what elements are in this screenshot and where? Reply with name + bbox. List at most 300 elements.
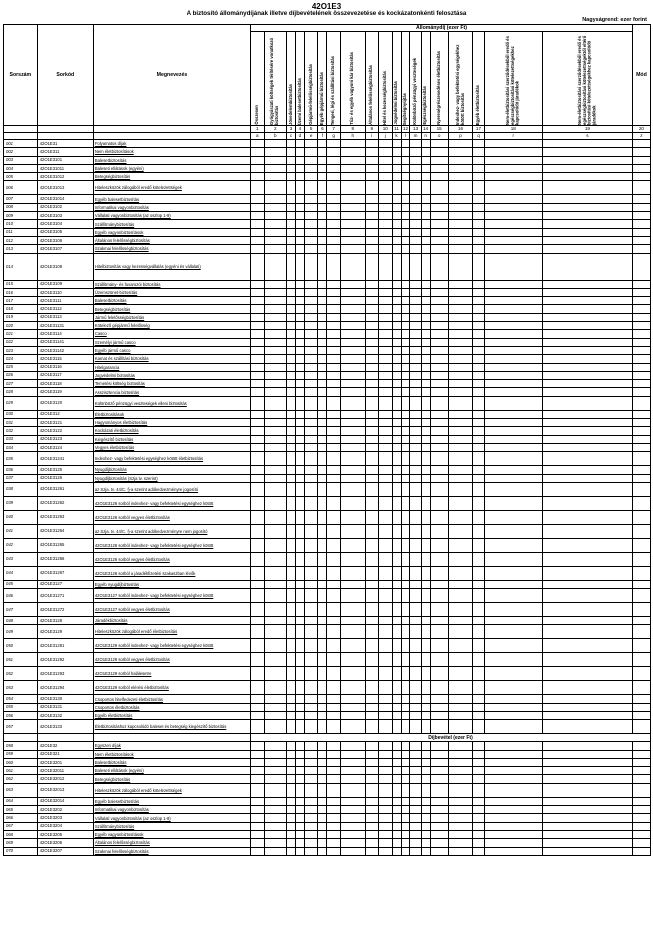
- data-cell[interactable]: [410, 695, 421, 703]
- data-cell[interactable]: [379, 822, 392, 830]
- data-cell[interactable]: [401, 783, 410, 797]
- data-cell[interactable]: [318, 822, 327, 830]
- data-cell[interactable]: [401, 681, 410, 695]
- data-cell[interactable]: [251, 228, 264, 236]
- data-cell[interactable]: [264, 667, 286, 681]
- data-cell[interactable]: [421, 164, 430, 172]
- data-cell[interactable]: [484, 195, 542, 203]
- data-cell[interactable]: [448, 164, 473, 172]
- data-cell[interactable]: [264, 839, 286, 847]
- data-cell[interactable]: [264, 305, 286, 313]
- data-cell[interactable]: [318, 552, 327, 566]
- data-cell[interactable]: [410, 380, 421, 388]
- data-cell[interactable]: [421, 322, 430, 330]
- data-cell[interactable]: [421, 140, 430, 148]
- data-cell[interactable]: [421, 783, 430, 797]
- data-cell[interactable]: [295, 510, 304, 524]
- data-cell[interactable]: [295, 797, 304, 805]
- data-cell[interactable]: [448, 195, 473, 203]
- data-cell[interactable]: [632, 474, 650, 482]
- data-cell[interactable]: [430, 552, 448, 566]
- data-cell[interactable]: [430, 474, 448, 482]
- data-cell[interactable]: [430, 524, 448, 538]
- data-cell[interactable]: [632, 346, 650, 354]
- data-cell[interactable]: [295, 236, 304, 244]
- data-cell[interactable]: [304, 589, 317, 603]
- data-cell[interactable]: [286, 322, 295, 330]
- data-cell[interactable]: [542, 228, 632, 236]
- data-cell[interactable]: [392, 313, 401, 321]
- data-cell[interactable]: [318, 580, 327, 588]
- data-cell[interactable]: [327, 288, 340, 296]
- data-cell[interactable]: [295, 280, 304, 288]
- data-cell[interactable]: [542, 322, 632, 330]
- data-cell[interactable]: [264, 625, 286, 639]
- data-cell[interactable]: [401, 839, 410, 847]
- data-cell[interactable]: [410, 173, 421, 181]
- data-cell[interactable]: [392, 695, 401, 703]
- data-cell[interactable]: [392, 181, 401, 195]
- data-cell[interactable]: [484, 173, 542, 181]
- data-cell[interactable]: [410, 410, 421, 418]
- data-cell[interactable]: [484, 338, 542, 346]
- data-cell[interactable]: [401, 297, 410, 305]
- data-cell[interactable]: [295, 228, 304, 236]
- data-cell[interactable]: [286, 253, 295, 280]
- data-cell[interactable]: [430, 427, 448, 435]
- data-cell[interactable]: [430, 681, 448, 695]
- data-cell[interactable]: [421, 524, 430, 538]
- data-cell[interactable]: [430, 847, 448, 855]
- data-cell[interactable]: [318, 280, 327, 288]
- data-cell[interactable]: [379, 363, 392, 371]
- data-cell[interactable]: [430, 822, 448, 830]
- data-cell[interactable]: [430, 173, 448, 181]
- data-cell[interactable]: [251, 538, 264, 552]
- data-cell[interactable]: [410, 797, 421, 805]
- data-cell[interactable]: [264, 720, 286, 734]
- data-cell[interactable]: [484, 164, 542, 172]
- data-cell[interactable]: [542, 220, 632, 228]
- data-cell[interactable]: [318, 313, 327, 321]
- data-cell[interactable]: [318, 173, 327, 181]
- data-cell[interactable]: [304, 313, 317, 321]
- data-cell[interactable]: [327, 524, 340, 538]
- data-cell[interactable]: [286, 653, 295, 667]
- data-cell[interactable]: [304, 814, 317, 822]
- data-cell[interactable]: [304, 338, 317, 346]
- data-cell[interactable]: [318, 380, 327, 388]
- data-cell[interactable]: [340, 396, 365, 410]
- data-cell[interactable]: [542, 580, 632, 588]
- data-cell[interactable]: [379, 330, 392, 338]
- data-cell[interactable]: [448, 297, 473, 305]
- data-cell[interactable]: [264, 847, 286, 855]
- data-cell[interactable]: [410, 625, 421, 639]
- data-cell[interactable]: [421, 775, 430, 783]
- data-cell[interactable]: [318, 639, 327, 653]
- data-cell[interactable]: [379, 371, 392, 379]
- data-cell[interactable]: [448, 140, 473, 148]
- data-cell[interactable]: [484, 681, 542, 695]
- data-cell[interactable]: [421, 452, 430, 466]
- data-cell[interactable]: [295, 681, 304, 695]
- data-cell[interactable]: [340, 603, 365, 617]
- data-cell[interactable]: [421, 758, 430, 766]
- data-cell[interactable]: [401, 148, 410, 156]
- data-cell[interactable]: [410, 195, 421, 203]
- data-cell[interactable]: [430, 236, 448, 244]
- data-cell[interactable]: [340, 435, 365, 443]
- data-cell[interactable]: [295, 822, 304, 830]
- data-cell[interactable]: [251, 552, 264, 566]
- data-cell[interactable]: [295, 410, 304, 418]
- data-cell[interactable]: [251, 253, 264, 280]
- data-cell[interactable]: [318, 148, 327, 156]
- data-cell[interactable]: [365, 322, 378, 330]
- data-cell[interactable]: [304, 681, 317, 695]
- data-cell[interactable]: [448, 236, 473, 244]
- data-cell[interactable]: [401, 814, 410, 822]
- data-cell[interactable]: [318, 720, 327, 734]
- data-cell[interactable]: [295, 496, 304, 510]
- data-cell[interactable]: [251, 322, 264, 330]
- data-cell[interactable]: [286, 156, 295, 164]
- data-cell[interactable]: [295, 173, 304, 181]
- data-cell[interactable]: [401, 603, 410, 617]
- data-cell[interactable]: [340, 839, 365, 847]
- data-cell[interactable]: [251, 236, 264, 244]
- data-cell[interactable]: [448, 742, 473, 750]
- data-cell[interactable]: [251, 410, 264, 418]
- data-cell[interactable]: [304, 653, 317, 667]
- data-cell[interactable]: [392, 280, 401, 288]
- data-cell[interactable]: [473, 653, 484, 667]
- data-cell[interactable]: [286, 297, 295, 305]
- data-cell[interactable]: [340, 589, 365, 603]
- data-cell[interactable]: [286, 427, 295, 435]
- data-cell[interactable]: [340, 245, 365, 253]
- data-cell[interactable]: [448, 524, 473, 538]
- data-cell[interactable]: [542, 625, 632, 639]
- data-cell[interactable]: [318, 452, 327, 466]
- data-cell[interactable]: [484, 371, 542, 379]
- data-cell[interactable]: [484, 580, 542, 588]
- data-cell[interactable]: [421, 346, 430, 354]
- data-cell[interactable]: [410, 140, 421, 148]
- data-cell[interactable]: [379, 474, 392, 482]
- data-cell[interactable]: [379, 236, 392, 244]
- data-cell[interactable]: [318, 245, 327, 253]
- data-cell[interactable]: [542, 164, 632, 172]
- data-cell[interactable]: [295, 338, 304, 346]
- data-cell[interactable]: [473, 603, 484, 617]
- data-cell[interactable]: [448, 245, 473, 253]
- data-cell[interactable]: [251, 330, 264, 338]
- data-cell[interactable]: [365, 203, 378, 211]
- data-cell[interactable]: [473, 203, 484, 211]
- data-cell[interactable]: [484, 775, 542, 783]
- data-cell[interactable]: [430, 419, 448, 427]
- data-cell[interactable]: [484, 589, 542, 603]
- data-cell[interactable]: [251, 603, 264, 617]
- data-cell[interactable]: [318, 140, 327, 148]
- data-cell[interactable]: [484, 156, 542, 164]
- data-cell[interactable]: [392, 297, 401, 305]
- data-cell[interactable]: [542, 313, 632, 321]
- data-cell[interactable]: [264, 435, 286, 443]
- data-cell[interactable]: [430, 510, 448, 524]
- data-cell[interactable]: [379, 355, 392, 363]
- data-cell[interactable]: [430, 435, 448, 443]
- data-cell[interactable]: [295, 625, 304, 639]
- data-cell[interactable]: [632, 181, 650, 195]
- data-cell[interactable]: [264, 212, 286, 220]
- data-cell[interactable]: [379, 653, 392, 667]
- data-cell[interactable]: [430, 330, 448, 338]
- data-cell[interactable]: [327, 639, 340, 653]
- data-cell[interactable]: [401, 667, 410, 681]
- data-cell[interactable]: [410, 288, 421, 296]
- data-cell[interactable]: [365, 524, 378, 538]
- data-cell[interactable]: [430, 164, 448, 172]
- data-cell[interactable]: [318, 617, 327, 625]
- data-cell[interactable]: [379, 589, 392, 603]
- data-cell[interactable]: [430, 783, 448, 797]
- data-cell[interactable]: [295, 566, 304, 580]
- data-cell[interactable]: [392, 330, 401, 338]
- data-cell[interactable]: [295, 758, 304, 766]
- data-cell[interactable]: [473, 181, 484, 195]
- data-cell[interactable]: [318, 653, 327, 667]
- data-cell[interactable]: [264, 330, 286, 338]
- data-cell[interactable]: [318, 496, 327, 510]
- data-cell[interactable]: [473, 758, 484, 766]
- data-cell[interactable]: [421, 566, 430, 580]
- data-cell[interactable]: [421, 297, 430, 305]
- data-cell[interactable]: [286, 767, 295, 775]
- data-cell[interactable]: [318, 427, 327, 435]
- data-cell[interactable]: [340, 195, 365, 203]
- data-cell[interactable]: [484, 220, 542, 228]
- data-cell[interactable]: [365, 566, 378, 580]
- data-cell[interactable]: [421, 822, 430, 830]
- data-cell[interactable]: [304, 228, 317, 236]
- data-cell[interactable]: [401, 639, 410, 653]
- data-cell[interactable]: [286, 195, 295, 203]
- data-cell[interactable]: [379, 847, 392, 855]
- data-cell[interactable]: [304, 711, 317, 719]
- data-cell[interactable]: [401, 822, 410, 830]
- data-cell[interactable]: [392, 742, 401, 750]
- data-cell[interactable]: [379, 380, 392, 388]
- data-cell[interactable]: [251, 839, 264, 847]
- data-cell[interactable]: [327, 203, 340, 211]
- data-cell[interactable]: [318, 742, 327, 750]
- data-cell[interactable]: [340, 164, 365, 172]
- data-cell[interactable]: [410, 396, 421, 410]
- data-cell[interactable]: [410, 639, 421, 653]
- data-cell[interactable]: [264, 617, 286, 625]
- data-cell[interactable]: [365, 435, 378, 443]
- data-cell[interactable]: [379, 164, 392, 172]
- data-cell[interactable]: [340, 297, 365, 305]
- data-cell[interactable]: [392, 245, 401, 253]
- data-cell[interactable]: [421, 847, 430, 855]
- data-cell[interactable]: [379, 338, 392, 346]
- data-cell[interactable]: [264, 156, 286, 164]
- data-cell[interactable]: [304, 775, 317, 783]
- data-cell[interactable]: [484, 625, 542, 639]
- data-cell[interactable]: [379, 466, 392, 474]
- data-cell[interactable]: [295, 830, 304, 838]
- data-cell[interactable]: [318, 220, 327, 228]
- data-cell[interactable]: [318, 346, 327, 354]
- data-cell[interactable]: [251, 195, 264, 203]
- data-cell[interactable]: [340, 156, 365, 164]
- data-cell[interactable]: [430, 482, 448, 496]
- data-cell[interactable]: [295, 140, 304, 148]
- data-cell[interactable]: [365, 253, 378, 280]
- data-cell[interactable]: [327, 280, 340, 288]
- data-cell[interactable]: [392, 322, 401, 330]
- data-cell[interactable]: [379, 305, 392, 313]
- data-cell[interactable]: [340, 552, 365, 566]
- data-cell[interactable]: [632, 466, 650, 474]
- data-cell[interactable]: [264, 524, 286, 538]
- data-cell[interactable]: [327, 388, 340, 396]
- data-cell[interactable]: [264, 195, 286, 203]
- data-cell[interactable]: [401, 758, 410, 766]
- data-cell[interactable]: [401, 338, 410, 346]
- data-cell[interactable]: [448, 703, 473, 711]
- data-cell[interactable]: [379, 482, 392, 496]
- data-cell[interactable]: [365, 297, 378, 305]
- data-cell[interactable]: [421, 617, 430, 625]
- data-cell[interactable]: [401, 695, 410, 703]
- data-cell[interactable]: [430, 355, 448, 363]
- data-cell[interactable]: [379, 396, 392, 410]
- data-cell[interactable]: [365, 305, 378, 313]
- data-cell[interactable]: [473, 148, 484, 156]
- data-cell[interactable]: [410, 338, 421, 346]
- data-cell[interactable]: [421, 667, 430, 681]
- data-cell[interactable]: [295, 363, 304, 371]
- data-cell[interactable]: [401, 653, 410, 667]
- data-cell[interactable]: [286, 822, 295, 830]
- data-cell[interactable]: [410, 617, 421, 625]
- data-cell[interactable]: [340, 203, 365, 211]
- data-cell[interactable]: [410, 566, 421, 580]
- data-cell[interactable]: [410, 720, 421, 734]
- data-cell[interactable]: [473, 305, 484, 313]
- data-cell[interactable]: [318, 419, 327, 427]
- data-cell[interactable]: [448, 148, 473, 156]
- data-cell[interactable]: [365, 822, 378, 830]
- data-cell[interactable]: [251, 173, 264, 181]
- data-cell[interactable]: [632, 750, 650, 758]
- data-cell[interactable]: [542, 355, 632, 363]
- data-cell[interactable]: [542, 140, 632, 148]
- data-cell[interactable]: [340, 419, 365, 427]
- data-cell[interactable]: [430, 742, 448, 750]
- data-cell[interactable]: [318, 371, 327, 379]
- data-cell[interactable]: [632, 510, 650, 524]
- data-cell[interactable]: [295, 466, 304, 474]
- data-cell[interactable]: [473, 346, 484, 354]
- data-cell[interactable]: [430, 140, 448, 148]
- data-cell[interactable]: [392, 419, 401, 427]
- data-cell[interactable]: [286, 245, 295, 253]
- data-cell[interactable]: [430, 580, 448, 588]
- data-cell[interactable]: [484, 355, 542, 363]
- data-cell[interactable]: [304, 253, 317, 280]
- data-cell[interactable]: [379, 758, 392, 766]
- data-cell[interactable]: [484, 443, 542, 451]
- data-cell[interactable]: [448, 419, 473, 427]
- data-cell[interactable]: [304, 783, 317, 797]
- data-cell[interactable]: [401, 396, 410, 410]
- data-cell[interactable]: [318, 767, 327, 775]
- data-cell[interactable]: [484, 742, 542, 750]
- data-cell[interactable]: [295, 767, 304, 775]
- data-cell[interactable]: [318, 524, 327, 538]
- data-cell[interactable]: [430, 617, 448, 625]
- data-cell[interactable]: [251, 566, 264, 580]
- data-cell[interactable]: [251, 305, 264, 313]
- data-cell[interactable]: [401, 173, 410, 181]
- data-cell[interactable]: [286, 140, 295, 148]
- data-cell[interactable]: [421, 711, 430, 719]
- data-cell[interactable]: [448, 566, 473, 580]
- data-cell[interactable]: [421, 212, 430, 220]
- data-cell[interactable]: [421, 538, 430, 552]
- data-cell[interactable]: [484, 313, 542, 321]
- data-cell[interactable]: [251, 156, 264, 164]
- data-cell[interactable]: [295, 653, 304, 667]
- data-cell[interactable]: [448, 552, 473, 566]
- data-cell[interactable]: [327, 839, 340, 847]
- data-cell[interactable]: [286, 703, 295, 711]
- data-cell[interactable]: [410, 711, 421, 719]
- data-cell[interactable]: [632, 625, 650, 639]
- data-cell[interactable]: [327, 195, 340, 203]
- data-cell[interactable]: [632, 228, 650, 236]
- data-cell[interactable]: [379, 703, 392, 711]
- data-cell[interactable]: [392, 797, 401, 805]
- data-cell[interactable]: [340, 524, 365, 538]
- data-cell[interactable]: [251, 822, 264, 830]
- data-cell[interactable]: [401, 322, 410, 330]
- data-cell[interactable]: [401, 330, 410, 338]
- data-cell[interactable]: [365, 617, 378, 625]
- data-cell[interactable]: [286, 452, 295, 466]
- data-cell[interactable]: [421, 203, 430, 211]
- data-cell[interactable]: [264, 322, 286, 330]
- data-cell[interactable]: [448, 322, 473, 330]
- data-cell[interactable]: [318, 775, 327, 783]
- data-cell[interactable]: [304, 355, 317, 363]
- data-cell[interactable]: [632, 552, 650, 566]
- data-cell[interactable]: [401, 253, 410, 280]
- data-cell[interactable]: [304, 297, 317, 305]
- data-cell[interactable]: [264, 297, 286, 305]
- data-cell[interactable]: [379, 538, 392, 552]
- data-cell[interactable]: [484, 496, 542, 510]
- data-cell[interactable]: [295, 195, 304, 203]
- data-cell[interactable]: [251, 419, 264, 427]
- data-cell[interactable]: [340, 681, 365, 695]
